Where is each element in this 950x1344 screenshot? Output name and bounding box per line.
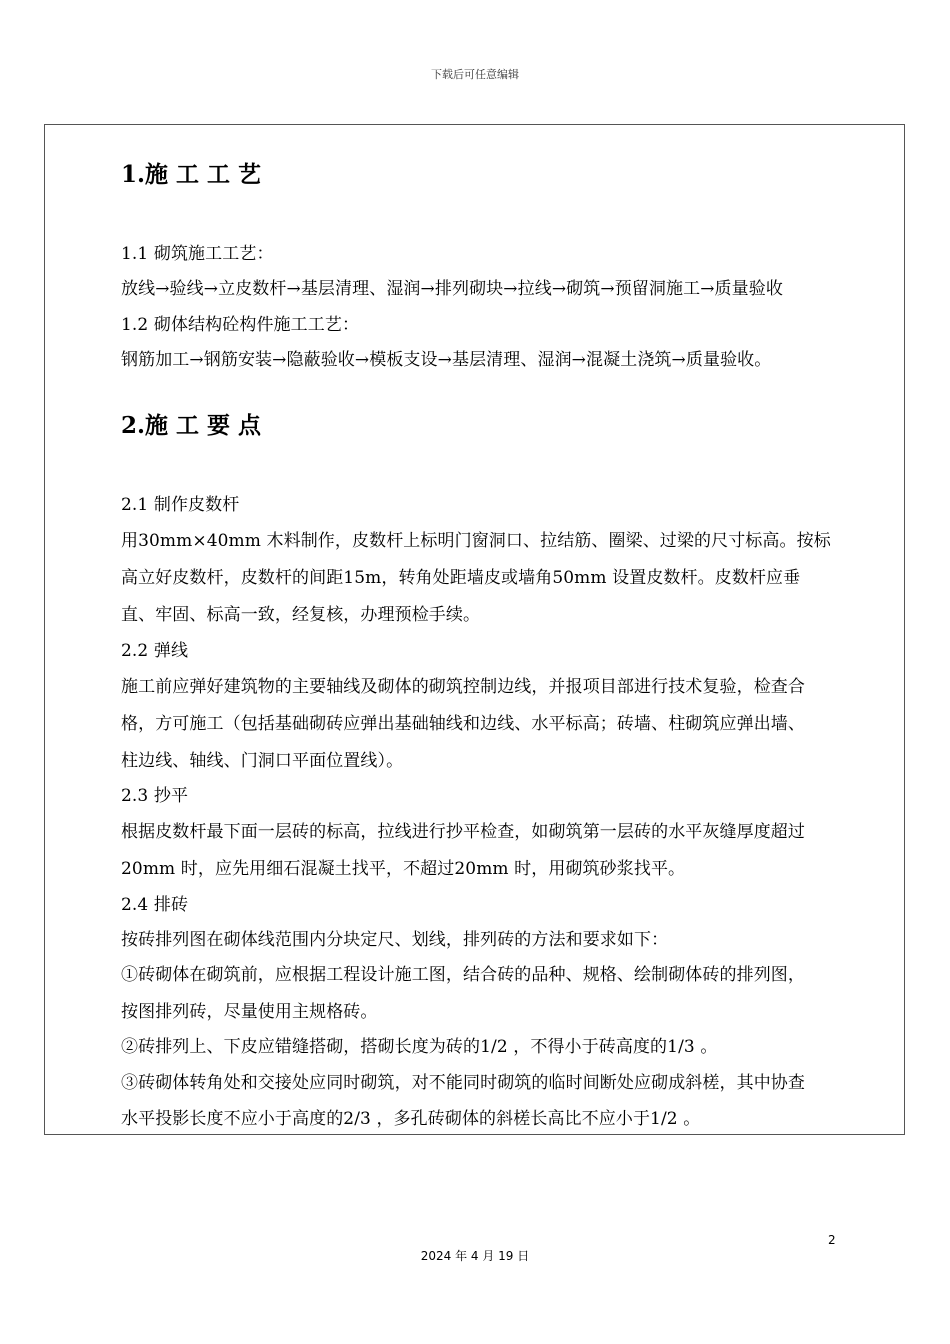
page-number: 2 <box>828 1233 836 1247</box>
paragraph-line: ③砖砌体转角处和交接处应同时砌筑，对不能同时砌筑的临时间断处应砌成斜槎，其中协查 <box>121 1073 805 1093</box>
section-2-3-title: 2.3 抄平 <box>121 786 189 806</box>
section-1-heading: 1.施 工 工 艺 <box>121 161 262 188</box>
paragraph-line: 施工前应弹好建筑物的主要轴线及砌体的砌筑控制边线，并报项目部进行技术复验，检查合 <box>121 677 805 697</box>
paragraph-line: 柱边线、轴线、门洞口平面位置线）。 <box>121 751 404 771</box>
paragraph-line: 按图排列砖，尽量使用主规格砖。 <box>121 1002 378 1022</box>
footer-date: 2024 年 4 月 19 日 <box>420 1249 530 1263</box>
paragraph-line: 格，方可施工（包括基础砌砖应弹出基础轴线和边线、水平标高；砖墙、柱砌筑应弹出墙、 <box>121 714 805 734</box>
section-1-2-text: 钢筋加工→钢筋安装→隐蔽验收→模板支设→基层清理、湿润→混凝土浇筑→质量验收。 <box>121 350 772 370</box>
paragraph-line: ①砖砌体在砌筑前，应根据工程设计施工图，结合砖的品种、规格、绘制砌体砖的排列图， <box>121 965 805 985</box>
section-2-2-title: 2.2 弹线 <box>121 641 189 661</box>
section-1-1-text: 放线→验线→立皮数杆→基层清理、湿润→排列砌块→拉线→砌筑→预留洞施工→质量验收 <box>121 279 783 299</box>
header-note: 下载后可任意编辑 <box>431 68 519 81</box>
paragraph-line: 根据皮数杆最下面一层砖的标高，拉线进行抄平检查，如砌筑第一层砖的水平灰缝厚度超过 <box>121 822 805 842</box>
section-1-1-title: 1.1 砌筑施工工艺： <box>121 244 274 264</box>
paragraph-line: 按砖排列图在砌体线范围内分块定尺、划线，排列砖的方法和要求如下： <box>121 930 669 950</box>
paragraph-line: 用30mm×40mm 木料制作，皮数杆上标明门窗洞口、拉结筋、圈梁、过梁的尺寸标高。按标 <box>121 531 831 551</box>
section-2-1-title: 2.1 制作皮数杆 <box>121 495 240 515</box>
section-2-heading: 2.施 工 要 点 <box>121 412 262 439</box>
paragraph-line: 水平投影长度不应小于高度的2/3 ，多孔砖砌体的斜槎长高比不应小于1/2 。 <box>121 1109 701 1129</box>
section-2-4-title: 2.4 排砖 <box>121 895 189 915</box>
paragraph-line: 20mm 时，应先用细石混凝土找平，不超过20mm 时，用砌筑砂浆找平。 <box>121 859 686 879</box>
paragraph-line: 直、牢固、标高一致，经复核，办理预检手续。 <box>121 605 481 625</box>
paragraph-line: 高立好皮数杆，皮数杆的间距15m，转角处距墙皮或墙角50mm 设置皮数杆。皮数杆应垂 <box>121 568 801 588</box>
paragraph-line: ②砖排列上、下皮应错缝搭砌，搭砌长度为砖的1/2 ，不得小于砖高度的1/3 。 <box>121 1037 718 1057</box>
section-1-2-title: 1.2 砌体结构砼构件施工工艺： <box>121 315 360 335</box>
